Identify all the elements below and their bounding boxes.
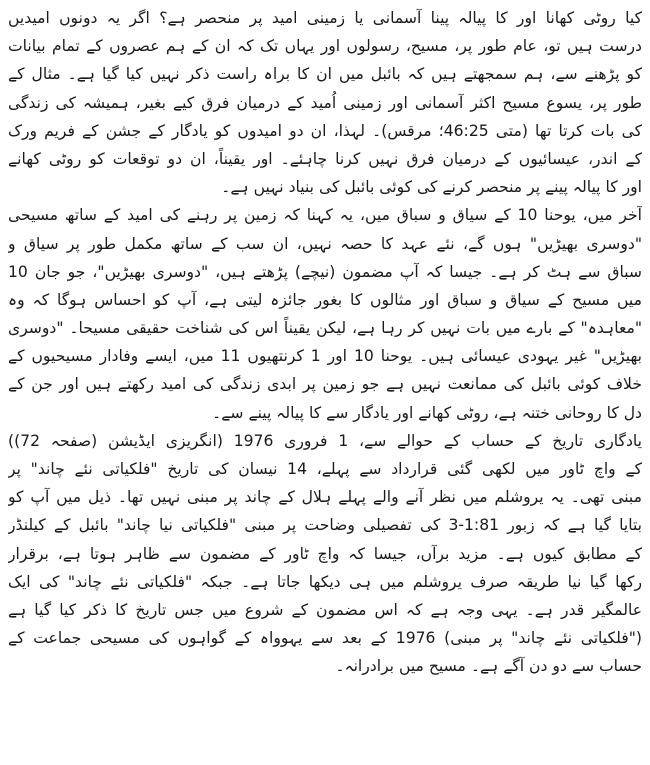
- text-line: دل کا روحانی ختنہ ہے، روٹی کھانے اور یادگار سے کا پیالہ پینے سے۔: [212, 403, 642, 422]
- text-line: کی بات کرتا تھا (متی 46:25؛ مرقس)۔ لہذا، ان دو امیدوں کو یادگار کے جشن کے فریم ورک: [8, 121, 642, 140]
- paragraph-2: [8, 201, 642, 427]
- text-line: "معاہدہ" کے بارے میں بات نہیں کر رہا ہے، لیکن یقیناً اس کی شناخت حقیقی مسیحا۔ "دوسری: [8, 319, 642, 338]
- paragraph-1: [8, 4, 642, 201]
- text-line: عالمگیر قدر ہے۔ یہی وجہ ہے کہ اس مضمون کے شروع میں جس تاریخ کا ذکر کیا گیا ہے: [8, 600, 642, 619]
- text-line: کو پڑھنے سے، ہم سمجھتے ہیں کہ بائبل میں ان کا براہ راست ذکر نہیں کیا گیا ہے۔ مثال کے: [8, 65, 642, 84]
- paragraph-3: [8, 427, 642, 681]
- text-line: درست ہیں تو، عام طور پر، مسیح، رسولوں اور یہاں تک کہ ان کے ہم عصروں کے تمام بیانات: [8, 37, 642, 56]
- text-line: حساب سے دو دن آگے ہے۔ مسیح میں برادرانہ۔: [335, 657, 642, 676]
- text-line: رکھا گیا نیا طریقہ صرف یروشلم میں ہی دیکھا جاتا ہے۔ جبکہ "فلکیاتی نئے چاند" کی ایک: [8, 572, 642, 591]
- text-line: ("فلکیاتی نئے چاند" پر مبنی) 1976 کے بعد سے یہوواہ کے گواہوں کی مسیحی جماعت کے: [8, 629, 642, 648]
- text-line: یادگاری تاریخ کے حساب کے حوالے سے، 1 فروری 1976 (انگریزی ایڈیشن (صفحہ 72)): [8, 431, 642, 450]
- text-line: کے مطابق کیوں ہے۔ مزید برآں، جیسا کہ واچ ٹاور کے مضمون سے ظاہر ہوتا ہے، برقرار: [8, 544, 642, 563]
- text-line: بھیڑیں" غیر یہودی عیسائی ہیں۔ یوحنا 10 اور 1 کرنتھیوں 11 میں، ایسے وفادار مسیحیوں کے: [8, 347, 642, 366]
- text-line: خلاف کوئی بائبل کی ممانعت نہیں ہے جو زمین پر ابدی زندگی کی امید رکھتے ہیں اور جن کے: [8, 375, 642, 394]
- text-line: آخر میں، یوحنا 10 کے سیاق و سباق میں، یہ کہنا کہ زمین پر رہنے کی امید کے ساتھ مسیحی: [8, 206, 642, 225]
- text-line: کے واچ ٹاور میں لکھی گئی قرارداد سے پہلے، 14 نیسان کی تاریخ "فلکیاتی نئے چاند" پر: [8, 460, 642, 478]
- text-line: کے اندر، عیسائیوں کے درمیان فرق نہیں کرنا چاہئے۔ اور یقیناً، ان دو توقعات کو روٹی کھانے: [8, 149, 642, 168]
- text-line: کیا روٹی کھانا اور کا پیالہ پینا آسمانی یا زمینی امید پر منحصر ہے؟ اگر یہ دونوں امیدیں: [8, 9, 642, 27]
- text-line: اور کا پیالہ پینے پر منحصر کرنے کی کوئی بائبل کی بنیاد نہیں ہے۔: [221, 178, 642, 197]
- text-line: بتایا گیا ہے کہ زبور 1:81-3 کی تفصیلی وضاحت پر مبنی "فلکیاتی نیا چاند" بائبل کے کیلنڈر: [8, 516, 642, 535]
- text-line: مبنی تھی۔ یہ یروشلم میں نظر آنے والے پہلے ہلال کے چاند پر مبنی نہیں تھا۔ ذیل میں آپ کو: [8, 488, 642, 507]
- text-line: طور پر، یسوع مسیح اکثر آسمانی اور زمینی اُمید کے درمیان فرق کیے بغیر، ہمیشہ کی زندگی: [8, 93, 642, 112]
- text-line: میں مسیح کے سیاق و سباق اور مثالوں کا بغور جائزہ لیتی ہے، آپ کو احساس ہوگا کہ وہ: [8, 290, 642, 309]
- text-line: "دوسری بھیڑیں" ہوں گے، نئے عہد کا حصہ نہیں، ان سب کے ساتھ مکمل طور پر سیاق و: [8, 234, 642, 253]
- text-line: سباق سے ہٹ کر ہے۔ جیسا کہ آپ مضمون (نیچے) پڑھتے ہیں، "دوسری بھیڑیں"، جو جان 10: [8, 262, 642, 281]
